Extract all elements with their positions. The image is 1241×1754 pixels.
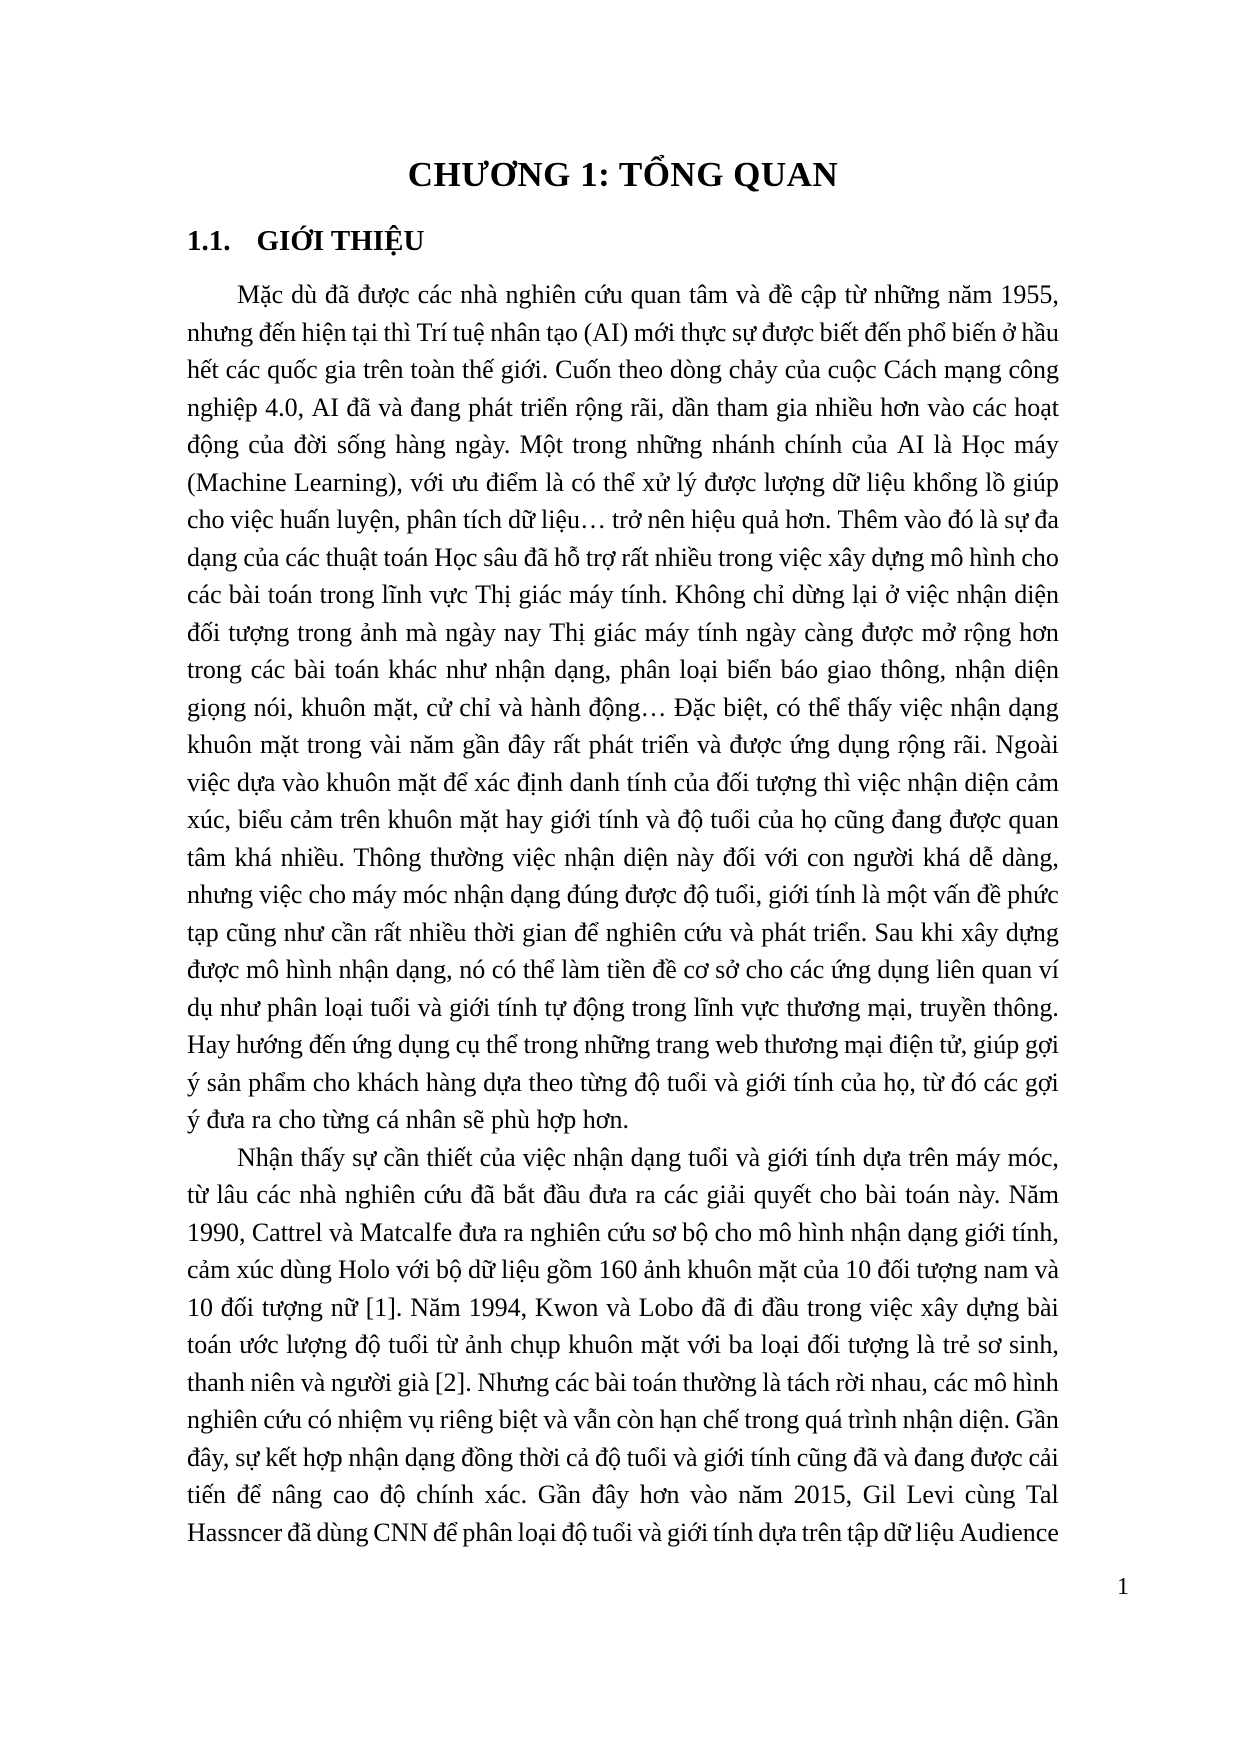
text-line: dạng của các thuật toán Học sâu đã hỗ trợ rất nhiều trong việc xây dựng mô hình cho bbox=[187, 542, 1059, 572]
page-content bbox=[187, 0, 1059, 1551]
text-line: tạp cũng như cần rất nhiều thời gian để nghiên cứu và phát triển. Sau khi xây dựng bbox=[187, 917, 1059, 947]
text-line: Hay hướng đến ứng dụng cụ thể trong những trang web thương mại điện tử, giúp gợi bbox=[187, 1030, 1059, 1059]
text-line: nhưng đến hiện tại thì Trí tuệ nhân tạo (AI) mới thực sự được biết đến phổ biến ở hầu bbox=[187, 317, 1059, 347]
text-line: các bài toán trong lĩnh vực Thị giác máy tính. Không chỉ dừng lại ở việc nhận diện bbox=[187, 580, 1059, 609]
text-line: Hassncer đã dùng CNN để phân loại độ tuổi và giới tính dựa trên tập dữ liệu Audience bbox=[187, 1517, 1059, 1547]
text-line: ý đưa ra cho từng cá nhân sẽ phù hợp hơn. bbox=[187, 1105, 629, 1134]
page-number: 1 bbox=[1117, 1574, 1129, 1600]
text-line: Nhận thấy sự cần thiết của việc nhận dạng tuổi và giới tính dựa trên máy móc, bbox=[237, 1142, 1059, 1172]
text-line: xúc, biểu cảm trên khuôn mặt hay giới tính và độ tuổi của họ cũng đang được quan bbox=[187, 805, 1059, 834]
text-line: 10 đối tượng nữ [1]. Năm 1994, Kwon và Lobo đã đi đầu trong việc xây dựng bài bbox=[187, 1292, 1059, 1322]
paragraph bbox=[187, 1139, 1059, 1552]
chapter-title: CHƯƠNG 1: TỔNG QUAN bbox=[407, 155, 839, 194]
text-line: nghiệp 4.0, AI đã và đang phát triển rộng rãi, dần tham gia nhiều hơn vào các hoạt bbox=[187, 392, 1059, 422]
paragraph bbox=[187, 276, 1059, 1139]
body-text bbox=[187, 276, 1059, 1551]
text-line: trong các bài toán khác như nhận dạng, phân loại biển báo giao thông, nhận diện bbox=[187, 655, 1059, 684]
text-line: hết các quốc gia trên toàn thế giới. Cuốn theo dòng chảy của cuộc Cách mạng công bbox=[187, 355, 1059, 384]
text-line: việc dựa vào khuôn mặt để xác định danh tính của đối tượng thì việc nhận diện cảm bbox=[187, 767, 1059, 797]
text-line: toán ước lượng độ tuổi từ ảnh chụp khuôn mặt với ba loại đối tượng là trẻ sơ sinh, bbox=[187, 1330, 1059, 1359]
text-line: ý sản phẩm cho khách hàng dựa theo từng độ tuổi và giới tính của họ, từ đó các gợi bbox=[187, 1067, 1059, 1097]
text-line: từ lâu các nhà nghiên cứu đã bắt đầu đưa ra các giải quyết cho bài toán này. Năm bbox=[187, 1180, 1059, 1209]
section-title: GIỚI THIỆU bbox=[256, 225, 425, 257]
text-line: động của đời sống hàng ngày. Một trong những nhánh chính của AI là Học máy bbox=[187, 430, 1059, 459]
text-line: Mặc dù đã được các nhà nghiên cứu quan tâm và đề cập từ những năm 1955, bbox=[237, 280, 1059, 309]
text-line: cho việc huấn luyện, phân tích dữ liệu… trở nên hiệu quả hơn. Thêm vào đó là sự đa bbox=[187, 505, 1059, 534]
text-line: thanh niên và người già [2]. Nhưng các bài toán thường là tách rời nhau, các mô hình bbox=[187, 1367, 1059, 1397]
text-line: giọng nói, khuôn mặt, cử chỉ và hành động… Đặc biệt, có thể thấy việc nhận dạng bbox=[187, 692, 1059, 722]
text-line: cảm xúc dùng Holo với bộ dữ liệu gồm 160 ảnh khuôn mặt của 10 đối tượng nam và bbox=[187, 1255, 1059, 1284]
text-line: đây, sự kết hợp nhận dạng đồng thời cả độ tuổi và giới tính cũng đã và đang được cải bbox=[187, 1442, 1059, 1472]
text-line: khuôn mặt trong vài năm gần đây rất phát triển và được ứng dụng rộng rãi. Ngoài bbox=[187, 730, 1059, 759]
text-line: (Machine Learning), với ưu điểm là có thể xử lý được lượng dữ liệu khổng lồ giúp bbox=[187, 467, 1059, 497]
section-number: 1.1. bbox=[187, 225, 231, 257]
text-line: nhưng việc cho máy móc nhận dạng đúng được độ tuổi, giới tính là một vấn đề phức bbox=[187, 880, 1059, 909]
section-heading bbox=[187, 222, 1059, 260]
text-line: tâm khá nhiều. Thông thường việc nhận diện này đối với con người khá dễ dàng, bbox=[187, 842, 1059, 872]
text-line: được mô hình nhận dạng, nó có thể làm tiền đề cơ sở cho các ứng dụng liên quan ví bbox=[187, 955, 1059, 984]
text-line: dụ như phân loại tuổi và giới tính tự động trong lĩnh vực thương mại, truyền thông. bbox=[187, 992, 1059, 1022]
text-line: đối tượng trong ảnh mà ngày nay Thị giác máy tính ngày càng được mở rộng hơn bbox=[187, 617, 1059, 647]
text-line: nghiên cứu có nhiệm vụ riêng biệt và vẫn còn hạn chế trong quá trình nhận diện. Gần bbox=[187, 1405, 1059, 1434]
text-line: tiến để nâng cao độ chính xác. Gần đây hơn vào năm 2015, Gil Levi cùng Tal bbox=[187, 1480, 1059, 1509]
text-line: 1990, Cattrel và Matcalfe đưa ra nghiên cứu sơ bộ cho mô hình nhận dạng giới tính, bbox=[187, 1217, 1059, 1247]
